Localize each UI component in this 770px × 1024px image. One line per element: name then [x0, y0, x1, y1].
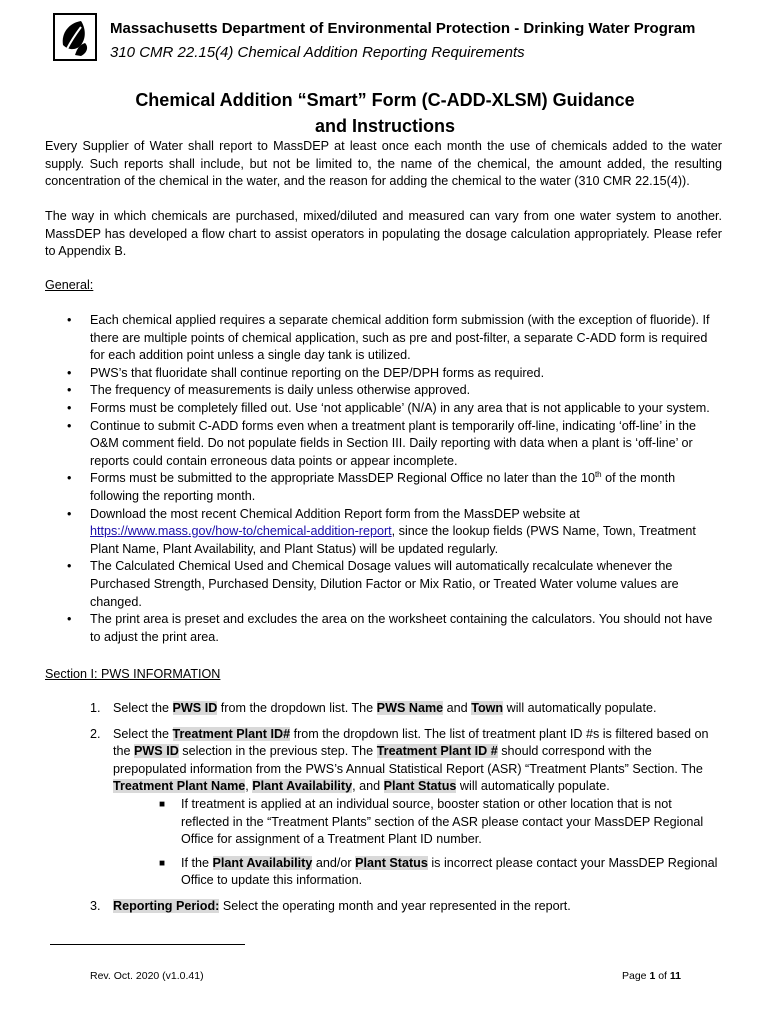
step-1: 1. Select the PWS ID from the dropdown list. The PWS Name and Town will automatically populate.: [90, 701, 657, 715]
field-plant-availability: Plant Availability: [212, 855, 313, 870]
intro-paragraph-2: The way in which chemicals are purchased, mixed/diluted and measured can vary from one water system to another. MassDEP has developed a flow chart to assist operators in populating the dosage calculation appropriately. Please refer to Appendix B.: [45, 209, 722, 259]
document-title-line2: and Instructions: [314, 116, 455, 136]
field-pws-id: PWS ID: [172, 701, 218, 715]
section1-steps: [45, 700, 722, 924]
list-item: • PWS’s that fluoridate shall continue reporting on the DEP/DPH forms as required.: [67, 365, 545, 380]
list-item: ■ If the Plant Availability and/or Plant Status is incorrect please contact your MassDEP Regional Office to update this information.: [159, 855, 718, 888]
square-bullet-icon: ■: [159, 857, 166, 869]
chemical-addition-report-link[interactable]: https://www.mass.gov/how-to/chemical-addition-report: [90, 524, 392, 539]
step-2-sublist: [113, 796, 722, 890]
intro-paragraph-1: Every Supplier of Water shall report to MassDEP at least once each month the use of chemicals added to the water supply. Such reports shall include, but not be limited to, the name of the chemical, the amount added, the resulting concentration of the chemical in the water, and the reason for adding the chemical to the water (310 CMR 22.15(4)).: [45, 139, 722, 189]
field-pws-name: PWS Name: [376, 701, 444, 715]
list-item: • Forms must be completely filled out. Use ‘not applicable’ (N/A) in any area that is not applicable to your system.: [67, 400, 710, 415]
document-title-line1: Chemical Addition “Smart” Form (C-ADD-XLSM) Guidance: [135, 90, 635, 110]
list-item: • Download the most recent Chemical Addition Report form from the MassDEP website at https://www.mass.gov/how-to/chemical-addition-report, since the lookup fields (PWS Name, Town, Treatment Plant Name, Plant Availability, and Plant Status) will be updated regularly.: [67, 506, 696, 556]
field-plant-status: Plant Status: [383, 779, 457, 794]
field-treatment-plant-id: Treatment Plant ID#: [172, 726, 291, 741]
field-treatment-plant-id: Treatment Plant ID #: [376, 744, 498, 759]
section1-heading: Section I: PWS INFORMATION: [45, 667, 221, 681]
field-town: Town: [471, 701, 504, 715]
leaf-icon: [55, 15, 95, 59]
footnote-divider: [50, 944, 245, 945]
agency-header: Massachusetts Department of Environmental Protection - Drinking Water Program: [110, 20, 696, 37]
field-plant-availability: Plant Availability: [252, 779, 353, 794]
list-item: • The print area is preset and excludes the area on the worksheet containing the calculators. You should not have to adjust the print area.: [67, 612, 713, 644]
step-2: 2. Select the Treatment Plant ID# from the dropdown list. The list of treatment plant ID #s is filtered based on the PWS ID selection in the previous step. The Treatment Plant ID # should correspond with the prepopulated information from the PWS’s Annual Statistical Report (ASR) “Treatment Plants” Section. The Treatment Plant Name, Plant Availability, and Plant Status will automatically populate. ■ If treatment is applied at an individual source, booster station or other location that is not reflected in the “Treatment Plants” section of the ASR please contact your MassDEP Regional Office for assignment of a Treatment Plant ID number. ■ If the Plant Availability and/or Plant Status is incorrect please contact your MassDEP Regional Office to update this information.: [45, 726, 722, 890]
massdep-logo: [53, 13, 97, 61]
general-bullet-list: [45, 312, 722, 646]
field-plant-status: Plant Status: [355, 855, 428, 870]
revision-label: Rev. Oct. 2020 (v1.0.41): [90, 970, 204, 982]
list-item: • Continue to submit C-ADD forms even when a treatment plant is temporarily off-line, indicating ‘off-line’ in the O&M comment field. Do not populate fields in Section III. Daily reporting with data when a plant is ‘off-line’ or reports could contain erroneous data points or appear incomplete.: [67, 418, 696, 468]
square-bullet-icon: ■: [159, 798, 166, 810]
list-item: • The Calculated Chemical Used and Chemical Dosage values will automatically recalculate whenever the Purchased Strength, Purchased Density, Dilution Factor or Mix Ratio, or Treated Water volume values are changed.: [67, 559, 679, 609]
step-3: 3. Reporting Period: Select the operating month and year represented in the report.: [90, 898, 571, 913]
list-item: ■ If treatment is applied at an individual source, booster station or other location that is not reflected in the “Treatment Plants” section of the ASR please contact your MassDEP Regional Office for assignment of a Treatment Plant ID number.: [159, 796, 704, 847]
regulation-subheader: 310 CMR 22.15(4) Chemical Addition Reporting Requirements: [110, 44, 525, 61]
list-item: • Forms must be submitted to the appropriate MassDEP Regional Office no later than the 10th of the month following the reporting month.: [67, 470, 676, 503]
field-pws-id: PWS ID: [134, 744, 179, 759]
general-heading: General:: [45, 278, 94, 292]
field-treatment-plant-name: Treatment Plant Name: [113, 779, 246, 794]
list-item: • The frequency of measurements is daily unless otherwise approved.: [67, 383, 471, 398]
page-number: Page 1 of 11: [622, 970, 681, 982]
list-item: • Each chemical applied requires a separate chemical addition form submission (with the exception of fluoride). If there are multiple points of chemical application, such as pre and post-filter, a separate C-ADD form is required for each addition point unless a single day tank is utilized.: [67, 313, 710, 363]
field-reporting-period: Reporting Period:: [113, 898, 220, 913]
